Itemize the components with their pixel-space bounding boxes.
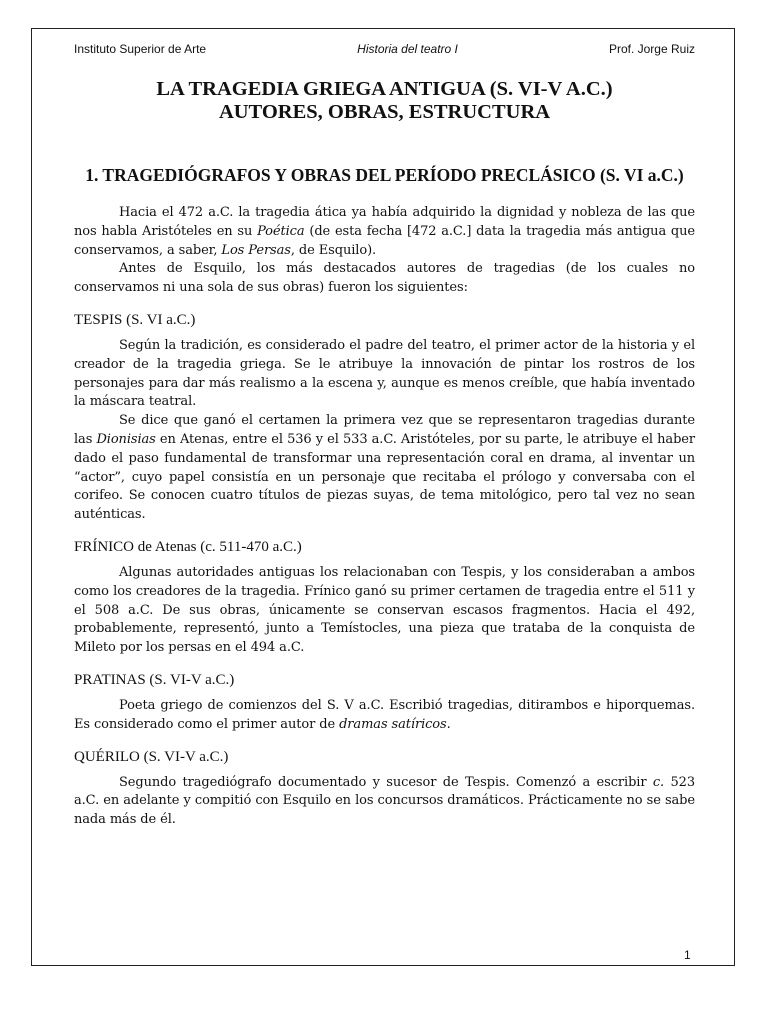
tespis-paragraph-1: Según la tradición, es considerado el padre del teatro, el primer actor de la historia y el creador de la tragedia griega. Se le atribuye la innovación de pintar los rostros de los personajes para dar más realismo a la escena y, aunque es menos creíble, que había inventado la máscara teatral. xyxy=(74,337,695,410)
title-line-2: AUTORES, OBRAS, ESTRUCTURA xyxy=(218,101,551,123)
page-header xyxy=(74,42,695,56)
querilo-paragraph: Segundo tragediógrafo documentado y sucesor de Tespis. Comenzó a escribir c. 523 a.C. en adelante y compitió con Esquilo en los concursos dramáticos. Prácticamente no se sabe nada más de él. xyxy=(74,774,696,828)
title-line-1: LA TRAGEDIA GRIEGA ANTIGUA (S. VI-V A.C.) xyxy=(156,78,613,100)
pratinas-paragraph: Poeta griego de comienzos del S. V a.C. Escribió tragedias, ditirambos e hiporquemas. Es considerado como el primer autor de dramas satíricos. xyxy=(74,697,695,732)
header-course: Historia del teatro I xyxy=(357,42,458,56)
header-professor: Prof. Jorge Ruiz xyxy=(608,42,695,56)
intro-paragraph-2: Antes de Esquilo, los más destacados autores de tragedias (de los cuales no conservamos ni una sola de sus obras) fueron los siguientes: xyxy=(74,261,695,296)
frinico-paragraph: Algunas autoridades antiguas los relacionaban con Tespis, y los consideraban a ambos como los creadores de la tragedia. Frínico ganó su primer certamen de tragedia entre el 511 y el 508 a.C. De sus obras, únicamente se conservan escasos fragmentos. Hacia el 492, probablemente, representó, junto a Temístocles, una pieza que trataba de la conquista de Mileto por los persas en el 494 a.C. xyxy=(74,564,695,656)
author-heading-frinico: FRÍNICO de Atenas (c. 511-470 a.C.) xyxy=(74,538,302,555)
document-title xyxy=(74,78,695,124)
author-heading-tespis: TESPIS (S. VI a.C.) xyxy=(74,311,196,328)
page-number: 1 xyxy=(684,948,691,962)
intro-paragraph-1: Hacia el 472 a.C. la tragedia ática ya había adquirido la dignidad y nobleza de las que nos habla Aristóteles en su Poética (de esta fecha [472 a.C.] data la tragedia más antigua que conservamos, a saber, Los Persas, de Esquilo). xyxy=(74,205,696,258)
header-institution: Instituto Superior de Arte xyxy=(74,42,207,56)
document-body xyxy=(74,78,695,830)
author-heading-pratinas: PRATINAS (S. VI-V a.C.) xyxy=(74,671,235,688)
author-heading-querilo: QUÉRILO (S. VI-V a.C.) xyxy=(74,748,229,765)
section-title: 1. TRAGEDIÓGRAFOS Y OBRAS DEL PERÍODO PRECLÁSICO (S. VI a.C.) xyxy=(85,165,684,185)
tespis-paragraph-2: Se dice que ganó el certamen la primera vez que se representaron tragedias durante las Dionisias en Atenas, entre el 536 y el 533 a.C. Aristóteles, por su parte, le atribuye el haber dado el paso fundamental de transformar una representación coral en drama, al inventar un “actor”, cuyo papel consistía en un personaje que recitaba el prólogo y conversaba con el corifeo. Se conocen cuatro títulos de piezas suyas, de tema mitológico, pero tal vez no sean auténticas. xyxy=(74,413,695,523)
